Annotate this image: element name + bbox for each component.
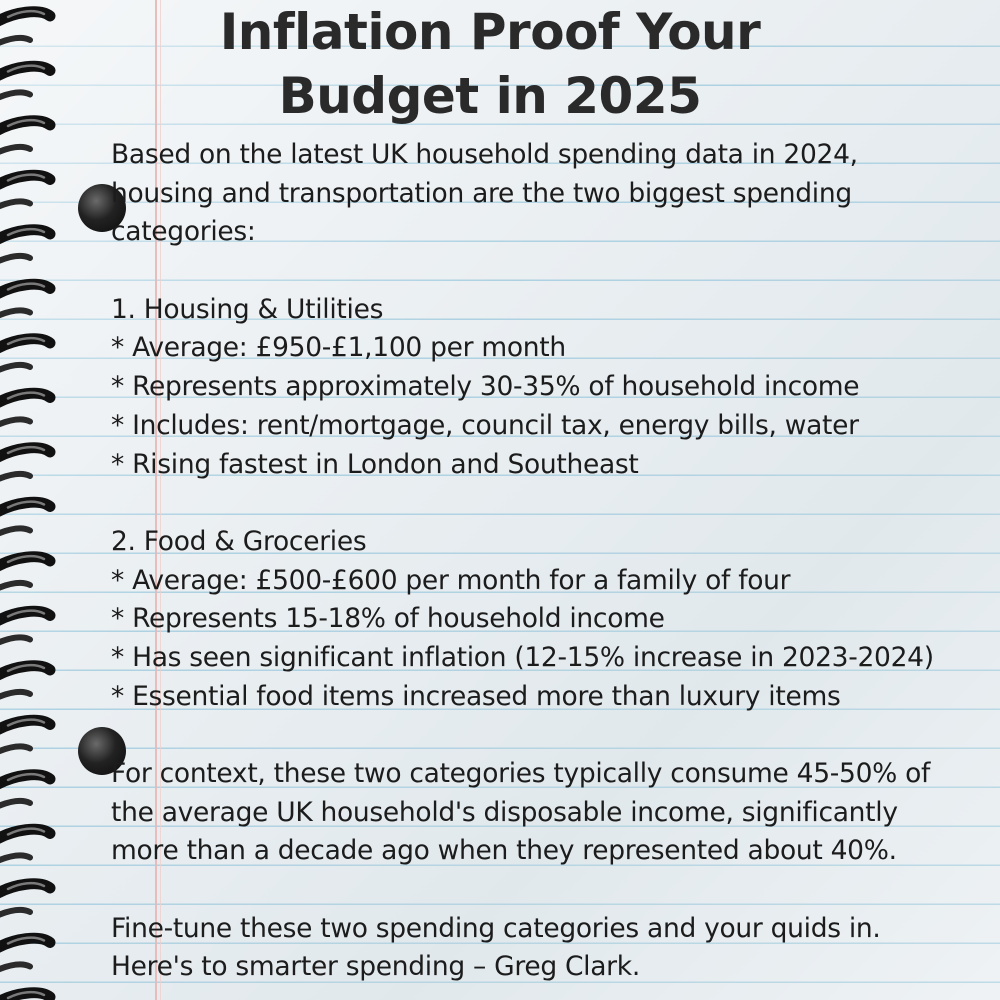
bullet-item: * Includes: rent/mortgage, council tax, energy bills, water <box>111 409 859 441</box>
spiral-coil-back <box>0 147 30 153</box>
intro-line: Based on the latest UK household spending data in 2024, <box>111 139 858 170</box>
blank-line <box>111 716 991 755</box>
spiral-coil-back <box>0 910 30 916</box>
context-line: more than a decade ago when they represented about 40%. <box>111 835 897 867</box>
title-line-2: Budget in 2025 <box>278 67 702 125</box>
blank-line <box>111 252 991 291</box>
bullet-item: * Has seen significant inflation (12-15% increase in 2023-2024) <box>111 641 934 673</box>
context-line: the average UK household's disposable income, significantly <box>111 796 898 828</box>
spiral-coil-back <box>0 583 30 589</box>
spiral-coil-back <box>0 801 30 807</box>
spiral-coil-back <box>0 419 30 425</box>
bullet-item: * Average: £950-£1,100 per month <box>111 332 566 364</box>
intro-line: housing and transportation are the two biggest spending <box>111 177 852 209</box>
spiral-coil-back <box>0 201 30 207</box>
bullet-item: * Essential food items increased more than luxury items <box>111 680 841 712</box>
closing-line: Fine-tune these two spending categories and your quids in. <box>111 912 881 944</box>
context-line: For context, these two categories typically consume 45-50% of <box>111 758 931 789</box>
spiral-coil-back <box>0 746 30 752</box>
spiral-coil-back <box>0 964 30 970</box>
spiral-coil-back <box>0 692 30 698</box>
title-line-1: Inflation Proof Your <box>219 3 761 61</box>
page-title <box>140 0 840 128</box>
bullet-item: * Represents 15-18% of household income <box>111 603 665 635</box>
spiral-coil-back <box>0 528 30 534</box>
blank-line <box>111 484 991 523</box>
spiral-coil-back <box>0 92 30 98</box>
section-heading-food: 2. Food & Groceries <box>111 525 367 557</box>
spiral-coil-back <box>0 310 30 316</box>
bullet-item: * Average: £500-£600 per month for a family of four <box>111 564 791 596</box>
blank-line <box>111 871 991 910</box>
closing-line: Here's to smarter spending – Greg Clark. <box>111 951 640 983</box>
bullet-item: * Rising fastest in London and Southeast <box>111 448 639 480</box>
bullet-item: * Represents approximately 30-35% of household income <box>111 371 860 403</box>
article-body <box>111 136 991 987</box>
spiral-coil-back <box>0 637 30 643</box>
spiral-binding <box>0 0 70 1000</box>
spiral-coil-back <box>0 474 30 480</box>
spiral-coil-back <box>0 365 30 371</box>
section-heading-housing: 1. Housing & Utilities <box>111 293 384 325</box>
spiral-coil-back <box>0 38 30 44</box>
intro-line: categories: <box>111 216 256 248</box>
spiral-coil-back <box>0 855 30 861</box>
spiral-coil-back <box>0 256 30 262</box>
